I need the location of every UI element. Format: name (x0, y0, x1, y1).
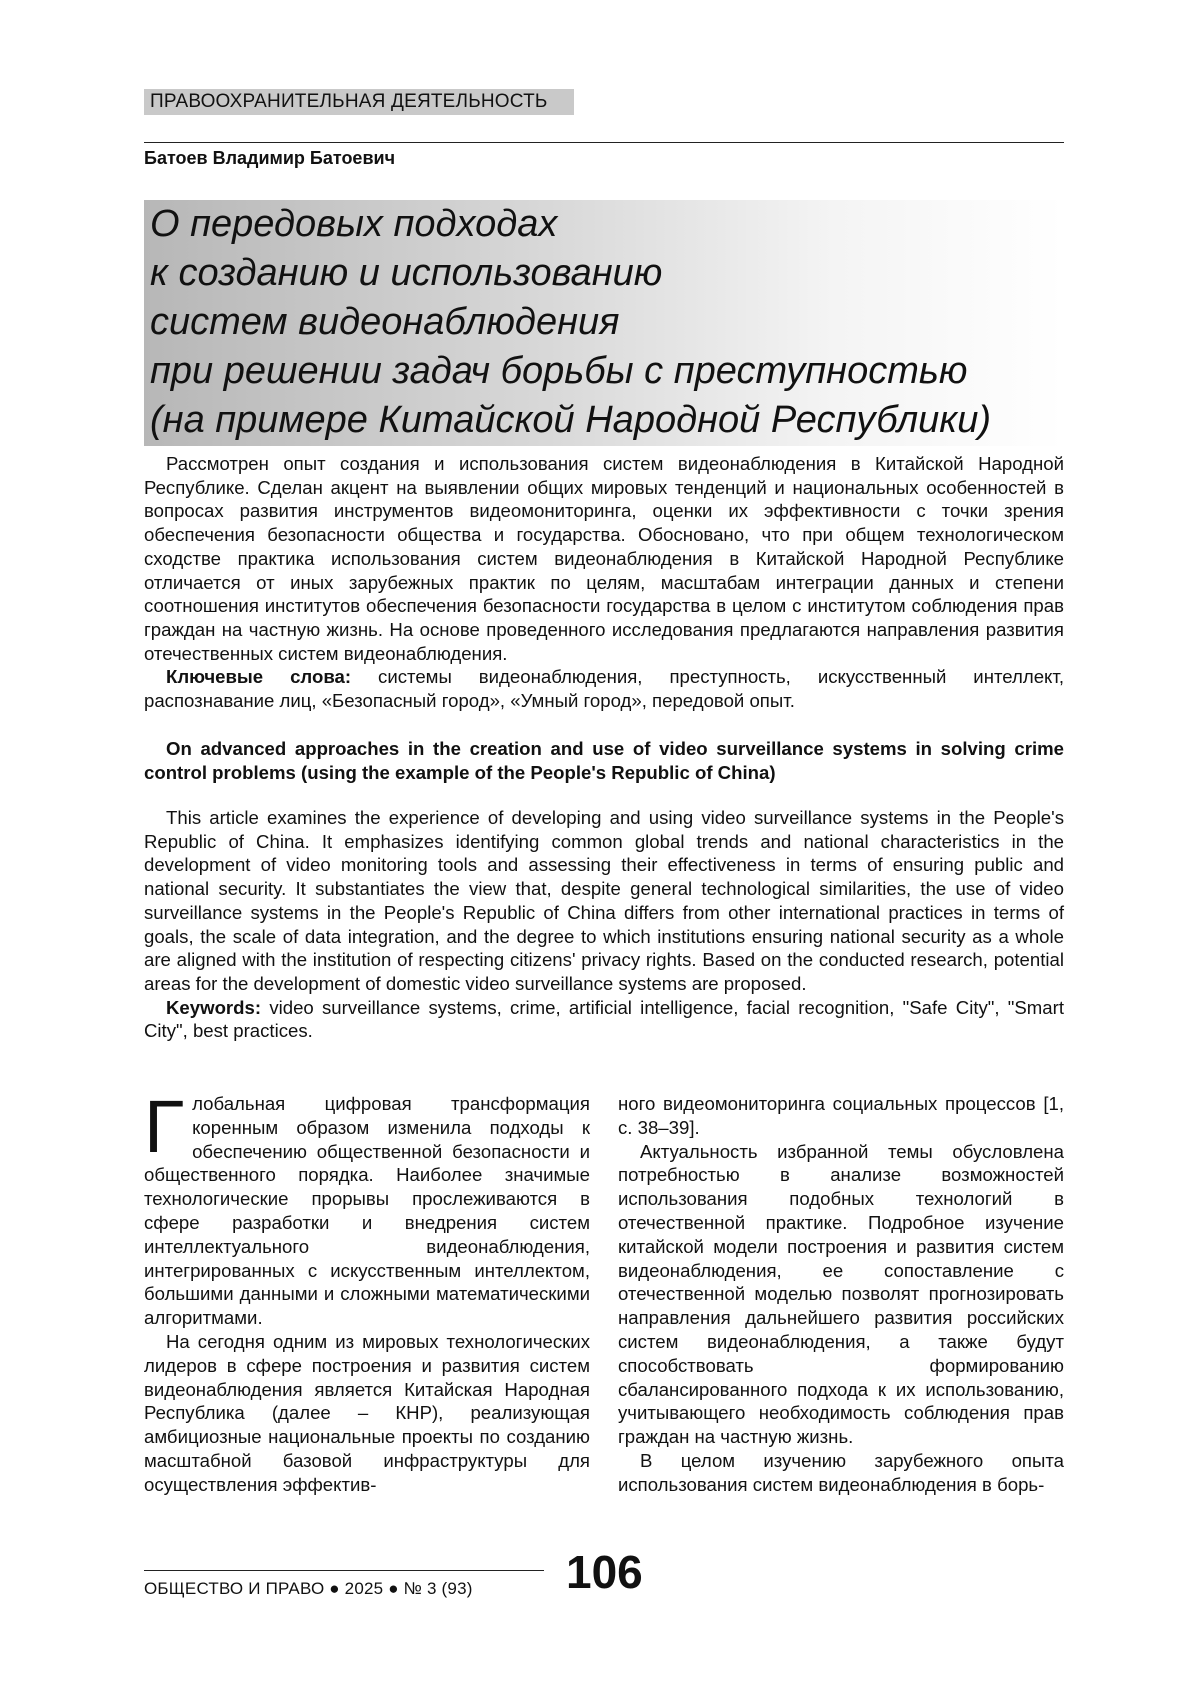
author-name: Батоев Владимир Батоевич (144, 148, 396, 168)
abstract-en-text: This article examines the experience of developing and using video surveillance systems in the People's Republic of China. It emphasizes identifying common global trends and national characteristics in the development of video monitoring tools and assessing their effectiveness in terms of ensuring public and national security. It substantiates the view that, despite general technological similarities, the use of video surveillance systems in the People's Republic of China differs from other international practices in terms of goals, the scale of data integration, and the degree to which institutions ensuring national security as a whole are aligned with the institution of respecting citizens' privacy rights. Based on the conducted research, potential areas for the development of domestic video surveillance systems are proposed. (144, 807, 1064, 994)
body-paragraph: Актуальность избранной темы обусловлена потребностью в анализе возможностей использования подобных технологий в отечественной практике. Подробное изучение китайской модели построения и развития систем видеонаблюдения, ее сопоставление с отечественной моделью позволят прогнозировать направления дальнейшего развития российских систем видеонаблюдения, а также будут способствовать формированию сбалансированного подхода к их использованию, учитывающего необходимость соблюдения прав граждан на частную жизнь. (618, 1140, 1064, 1448)
body-column-left (144, 1085, 590, 1497)
body-paragraph: В целом изучению зарубежного опыта использования систем видеонаблюдения в борь- (618, 1449, 1064, 1495)
abstract-ru-text: Рассмотрен опыт создания и использования систем видеонаблюдения в Китайской Народной Республике. Сделан акцент на выявлении общих мировых тенденций и национальных особенностей в вопросах развития инструментов видеомониторинга, оценки их эффективности с точки зрения обеспечения безопасности общества и государства. Обосновано, что при общем технологическом сходстве практика использования систем видеонаблюдения в Китайской Народной Республике отличается от иных зарубежных практик по целям, масштабам интеграции данных и степени соотношения институтов обеспечения безопасности государства в целом с институтом соблюдения прав граждан на частную жизнь. На основе проведенного исследования предлагаются направления развития отечественных систем видеонаблюдения. (144, 453, 1064, 664)
body-paragraph: ного видеомониторинга социальных процессов [1, с. 38–39]. (618, 1093, 1064, 1138)
title-line-3: систем видеонаблюдения (150, 301, 620, 343)
body-paragraph-text: лобальная цифровая трансформация коренным образом изменила подходы к обеспечению общественной безопасности и общественного порядка. Наиболее значимые технологические прорывы прослеживаются в сфере разработки и внедрения систем интеллектуального видеонаблюдения, интегрированных с искусственным интеллектом, большими данными и сложными математическими алгоритмами. (144, 1093, 590, 1329)
body-paragraph: На сегодня одним из мировых технологических лидеров в сфере построения и развития систем видеонаблюдения является Китайская Народная Республика (далее – КНР), реализующая амбициозные национальные проекты по созданию масштабной базовой инфраструктуры для осуществления эффектив- (144, 1330, 590, 1495)
footer-rule (144, 1570, 544, 1571)
journal-footer: ОБЩЕСТВО И ПРАВО ● 2025 ● № 3 (93) (144, 1579, 473, 1598)
title-line-2: к созданию и использованию (150, 252, 663, 294)
page-number: 106 (566, 1546, 643, 1598)
header-rule (144, 142, 1064, 143)
abstract-russian (144, 452, 1064, 713)
keywords-en (144, 996, 1064, 1043)
body-column-right (618, 1092, 1064, 1497)
article-title (144, 200, 1064, 446)
keywords-ru-label: Ключевые слова: (166, 666, 352, 688)
keywords-ru (144, 665, 1064, 712)
section-label: ПРАВООХРАНИТЕЛЬНАЯ ДЕЯТЕЛЬНОСТЬ (144, 89, 574, 115)
title-line-4: при решении задач борьбы с преступностью (150, 350, 968, 392)
english-title: On advanced approaches in the creation and use of video surveillance systems in solving crime control problems (using the example of the People's Republic of China) (144, 738, 1064, 783)
drop-cap: Г (144, 1085, 185, 1168)
title-line-5: (на примере Китайской Народной Республики) (150, 399, 992, 441)
body-paragraph (144, 1085, 590, 1330)
keywords-en-list: video surveillance systems, crime, artificial intelligence, facial recognition, "Safe City", "Smart City", best practices. (144, 996, 1064, 1042)
keywords-ru-list: системы видеонаблюдения, преступность, искусственный интеллект, распознавание лиц, «Безопасный город», «Умный город», передовой опыт. (144, 666, 1064, 712)
keywords-en-label: Keywords: (166, 996, 262, 1018)
abstract-english (144, 806, 1064, 1043)
title-line-1: О передовых подходах (150, 203, 558, 245)
